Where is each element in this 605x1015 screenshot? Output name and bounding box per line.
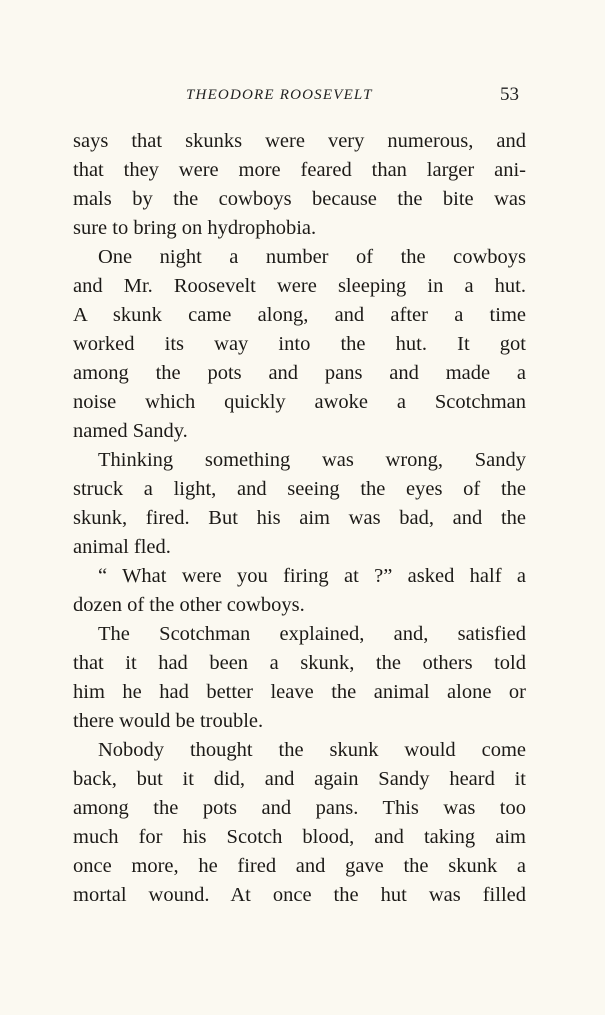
text-line: back, but it did, and again Sandy heard it <box>73 768 526 790</box>
text-line: mortal wound. At once the hut was filled <box>73 884 526 906</box>
paragraph-4 <box>73 562 526 620</box>
text-line: there would be trouble. <box>73 710 264 732</box>
text-line: among the pots and pans and made a <box>73 362 526 384</box>
paragraph-3 <box>73 446 526 562</box>
text-line: One night a number of the cowboys <box>98 246 526 268</box>
text-line: and Mr. Roosevelt were sleeping in a hut. <box>73 275 526 297</box>
text-line: says that skunks were very numerous, and <box>73 130 526 152</box>
text-line: dozen of the other cowboys. <box>73 594 305 616</box>
running-title: THEODORE ROOSEVELT <box>186 87 373 103</box>
running-header <box>0 83 605 107</box>
text-line: mals by the cowboys because the bite was <box>73 188 526 210</box>
text-line: struck a light, and seeing the eyes of the <box>73 478 526 500</box>
text-line: once more, he fired and gave the skunk a <box>73 855 526 877</box>
text-line: that they were more feared than larger ani- <box>73 159 526 181</box>
text-line: him he had better leave the animal alone or <box>73 681 526 703</box>
paragraph-5 <box>73 620 526 736</box>
text-line: worked its way into the hut. It got <box>73 333 526 355</box>
text-line: much for his Scotch blood, and taking aim <box>73 826 526 848</box>
text-line: Thinking something was wrong, Sandy <box>98 449 526 471</box>
text-line: named Sandy. <box>73 420 188 442</box>
page-number: 53 <box>500 84 519 105</box>
text-line: animal fled. <box>73 536 171 558</box>
text-line: The Scotchman explained, and, satisfied <box>98 623 526 645</box>
paragraph-2 <box>73 243 526 446</box>
text-line: among the pots and pans. This was too <box>73 797 526 819</box>
body-text <box>73 127 526 910</box>
paragraph-6 <box>73 736 526 910</box>
text-line: that it had been a skunk, the others told <box>73 652 526 674</box>
text-line: noise which quickly awoke a Scotchman <box>73 391 526 413</box>
text-line: skunk, fired. But his aim was bad, and the <box>73 507 526 529</box>
paragraph-1 <box>73 127 526 243</box>
text-line: sure to bring on hydrophobia. <box>73 217 317 239</box>
text-line: Nobody thought the skunk would come <box>98 739 526 761</box>
text-line: “ What were you firing at ?” asked half a <box>98 565 526 587</box>
text-line: A skunk came along, and after a time <box>73 304 526 326</box>
